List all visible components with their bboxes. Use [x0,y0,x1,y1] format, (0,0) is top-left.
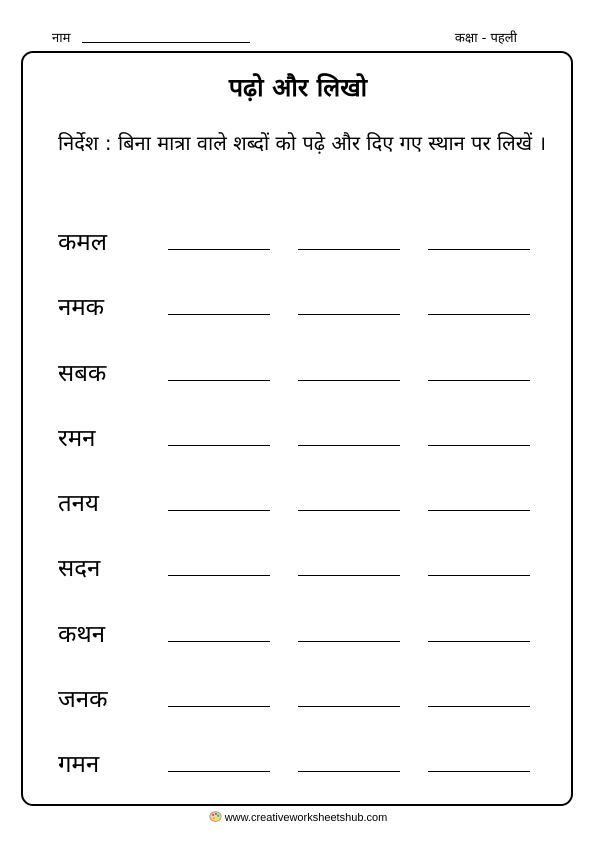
answer-blank-3[interactable] [428,575,530,576]
answer-blank-1[interactable] [168,445,270,446]
answer-blank-2[interactable] [298,641,400,642]
answer-blank-2[interactable] [298,575,400,576]
word-row [0,225,596,290]
footer-website[interactable]: www.creativeworksheetshub.com [224,812,388,824]
word-row [0,617,596,682]
answer-blank-1[interactable] [168,706,270,707]
answer-blank-3[interactable] [428,445,530,446]
name-blank-line[interactable] [82,42,250,43]
answer-blank-3[interactable] [428,380,530,381]
answer-blank-3[interactable] [428,706,530,707]
class-label: कक्षा - पहली [454,31,517,46]
answer-blank-3[interactable] [428,771,530,772]
answer-blank-3[interactable] [428,314,530,315]
word-label: सदन [58,554,101,583]
answer-blank-1[interactable] [168,771,270,772]
word-row [0,551,596,616]
answer-blank-2[interactable] [298,445,400,446]
word-label: तनय [58,489,99,518]
answer-blank-1[interactable] [168,249,270,250]
answer-blank-2[interactable] [298,314,400,315]
answer-blank-3[interactable] [428,641,530,642]
answer-blank-2[interactable] [298,706,400,707]
word-label: सबक [58,358,107,387]
word-list [0,225,596,813]
word-label: नमक [58,293,105,322]
answer-blank-1[interactable] [168,510,270,511]
palette-icon [209,810,222,823]
word-row [0,486,596,551]
instruction-text: निर्देश : बिना मात्रा वाले शब्दों को पढ़े और दिए गए स्थान पर लिखें । [58,131,547,155]
word-label: कमल [58,228,108,256]
word-row [0,682,596,747]
word-row [0,747,596,812]
header-row [0,26,596,48]
footer [0,810,596,824]
answer-blank-3[interactable] [428,249,530,250]
answer-blank-2[interactable] [298,771,400,772]
word-row [0,356,596,421]
answer-blank-2[interactable] [298,380,400,381]
word-label: जनक [58,685,108,714]
word-label: कथन [58,619,106,648]
answer-blank-1[interactable] [168,575,270,576]
answer-blank-2[interactable] [298,510,400,511]
answer-blank-3[interactable] [428,510,530,511]
answer-blank-1[interactable] [168,641,270,642]
word-label: गमन [58,750,100,779]
name-label: नाम [52,31,71,46]
answer-blank-2[interactable] [298,249,400,250]
answer-blank-1[interactable] [168,380,270,381]
word-row [0,290,596,355]
worksheet-title: पढ़ो और लिखो [228,73,368,102]
word-label: रमन [58,423,96,452]
word-row [0,421,596,486]
answer-blank-1[interactable] [168,314,270,315]
